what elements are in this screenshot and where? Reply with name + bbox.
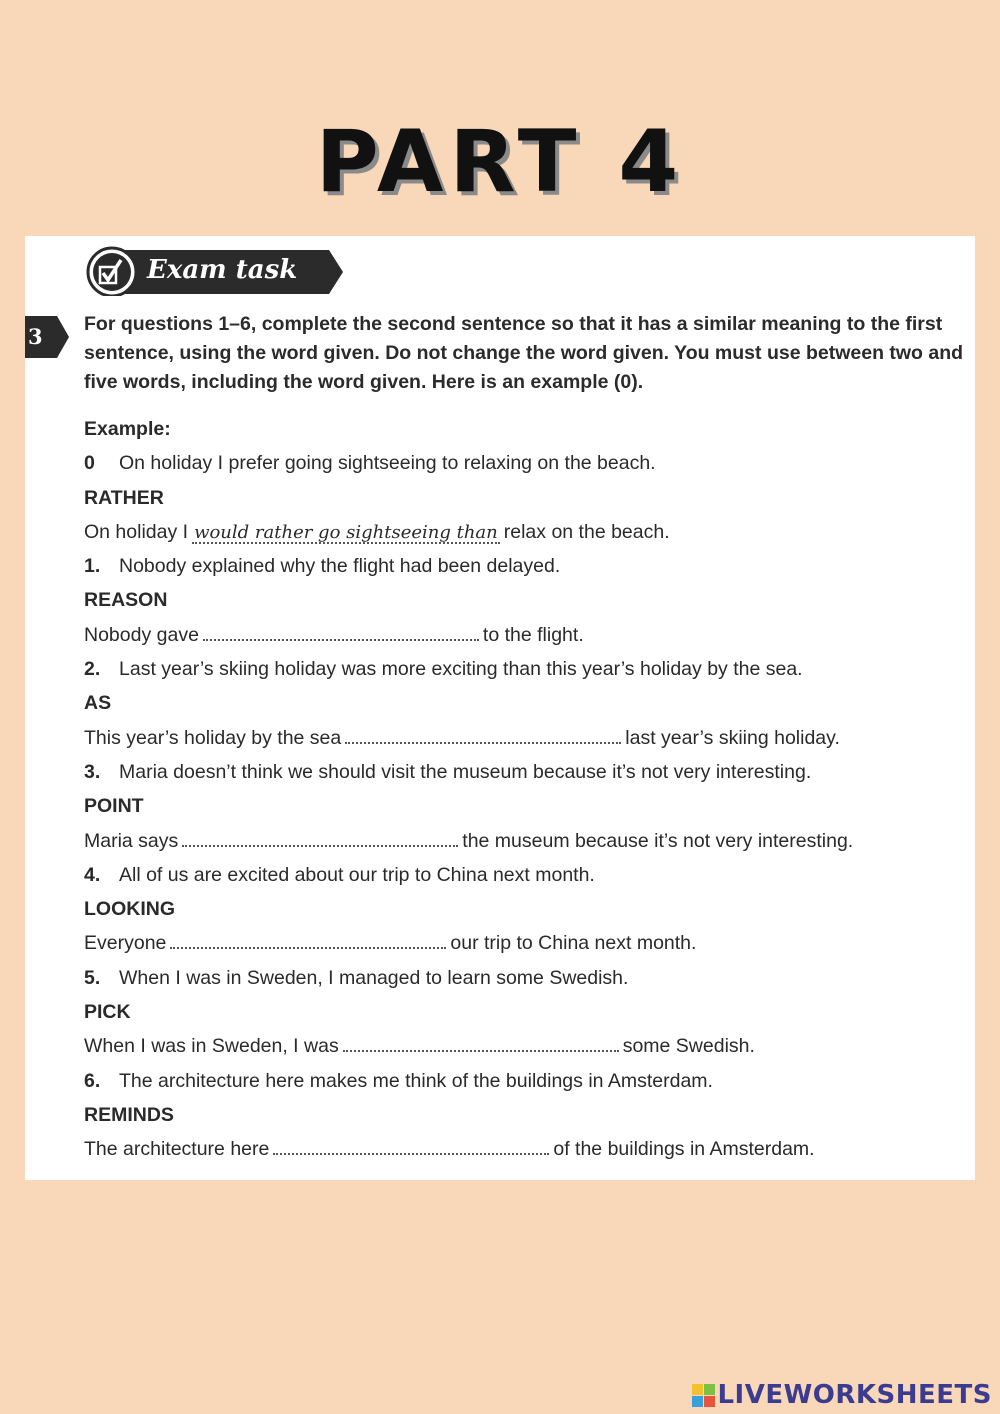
- question-sentence: Nobody explained why the flight had been delayed.: [119, 555, 561, 578]
- question-sentence: The architecture here makes me think of the buildings in Amsterdam.: [119, 1069, 713, 1092]
- page-title: PART 4: [315, 112, 685, 212]
- question-number: 5.: [84, 966, 101, 989]
- instructions: For questions 1–6, complete the second sentence so that it has a similar meaning to the first sentence, using the word given. Do not change the word given. You must use between two and five words, including the word given. Here is an example (0).: [84, 313, 964, 393]
- answer-blank[interactable]: [343, 1034, 619, 1052]
- question-sentence: Last year’s skiing holiday was more exciting than this year’s holiday by the sea.: [119, 658, 803, 681]
- answer-before: When I was in Sweden, I was: [84, 1035, 339, 1058]
- question-sentence: Maria doesn’t think we should visit the museum because it’s not very interesting.: [119, 760, 812, 783]
- question-number: 1.: [84, 555, 101, 578]
- question-keyword: PICK: [84, 1001, 131, 1024]
- question-number: 6.: [84, 1069, 101, 1092]
- question-keyword: POINT: [84, 795, 144, 818]
- question-keyword: REASON: [84, 589, 168, 612]
- question-number: 2.: [84, 658, 101, 681]
- question-1: [84, 549, 964, 652]
- exam-task-label: Exam task: [147, 255, 298, 285]
- example-rewrite: [84, 515, 964, 549]
- answer-before: Everyone: [84, 932, 167, 955]
- example-keyword: RATHER: [84, 486, 164, 509]
- question-keyword: REMINDS: [84, 1103, 174, 1126]
- answer-after: to the flight.: [482, 623, 584, 646]
- answer-before: The architecture here: [84, 1138, 270, 1161]
- answer-after: last year’s skiing holiday.: [625, 726, 840, 749]
- example-after: relax on the beach.: [503, 520, 670, 543]
- question-sentence: When I was in Sweden, I managed to learn some Swedish.: [119, 966, 629, 989]
- liveworksheets-logo: [692, 1378, 992, 1412]
- answer-before: This year’s holiday by the sea: [84, 726, 342, 749]
- answer-after: our trip to China next month.: [450, 932, 697, 955]
- example-number: 0: [84, 452, 95, 475]
- exam-task-badge: [85, 244, 345, 296]
- question-2: [84, 652, 964, 755]
- answer-blank[interactable]: [170, 931, 446, 949]
- example-answer: would rather go sightseeing than: [194, 521, 498, 543]
- question-number: 3.: [84, 760, 101, 783]
- task-number-marker: [25, 316, 69, 358]
- answer-before: Maria says: [84, 829, 179, 852]
- answer-before: Nobody gave: [84, 623, 199, 646]
- example-sentence: [84, 446, 964, 480]
- liveworksheets-logo-icon: [692, 1384, 715, 1407]
- answer-after: some Swedish.: [622, 1035, 755, 1058]
- answer-after: of the buildings in Amsterdam.: [553, 1138, 815, 1161]
- answer-after: the museum because it’s not very interesting.: [462, 829, 854, 852]
- answer-blank[interactable]: [345, 726, 621, 744]
- question-6: [84, 1064, 964, 1167]
- question-number: 4.: [84, 863, 101, 886]
- question-3: [84, 755, 964, 858]
- worksheet: [25, 236, 975, 1180]
- question-4: [84, 858, 964, 961]
- example-original: On holiday I prefer going sightseeing to relaxing on the beach.: [119, 452, 656, 475]
- exercise-content: [84, 412, 964, 1167]
- question-keyword: LOOKING: [84, 898, 175, 921]
- question-5: [84, 961, 964, 1064]
- answer-blank[interactable]: [273, 1137, 549, 1155]
- task-number: 3: [28, 324, 43, 349]
- answer-blank[interactable]: [182, 829, 458, 847]
- logo-text: LIVEWORKSHEETS: [717, 1380, 992, 1410]
- example-before: On holiday I: [84, 520, 189, 543]
- example-heading: Example:: [84, 418, 171, 440]
- question-sentence: All of us are excited about our trip to China next month.: [119, 863, 595, 886]
- question-keyword: AS: [84, 692, 112, 715]
- answer-blank[interactable]: [203, 623, 479, 641]
